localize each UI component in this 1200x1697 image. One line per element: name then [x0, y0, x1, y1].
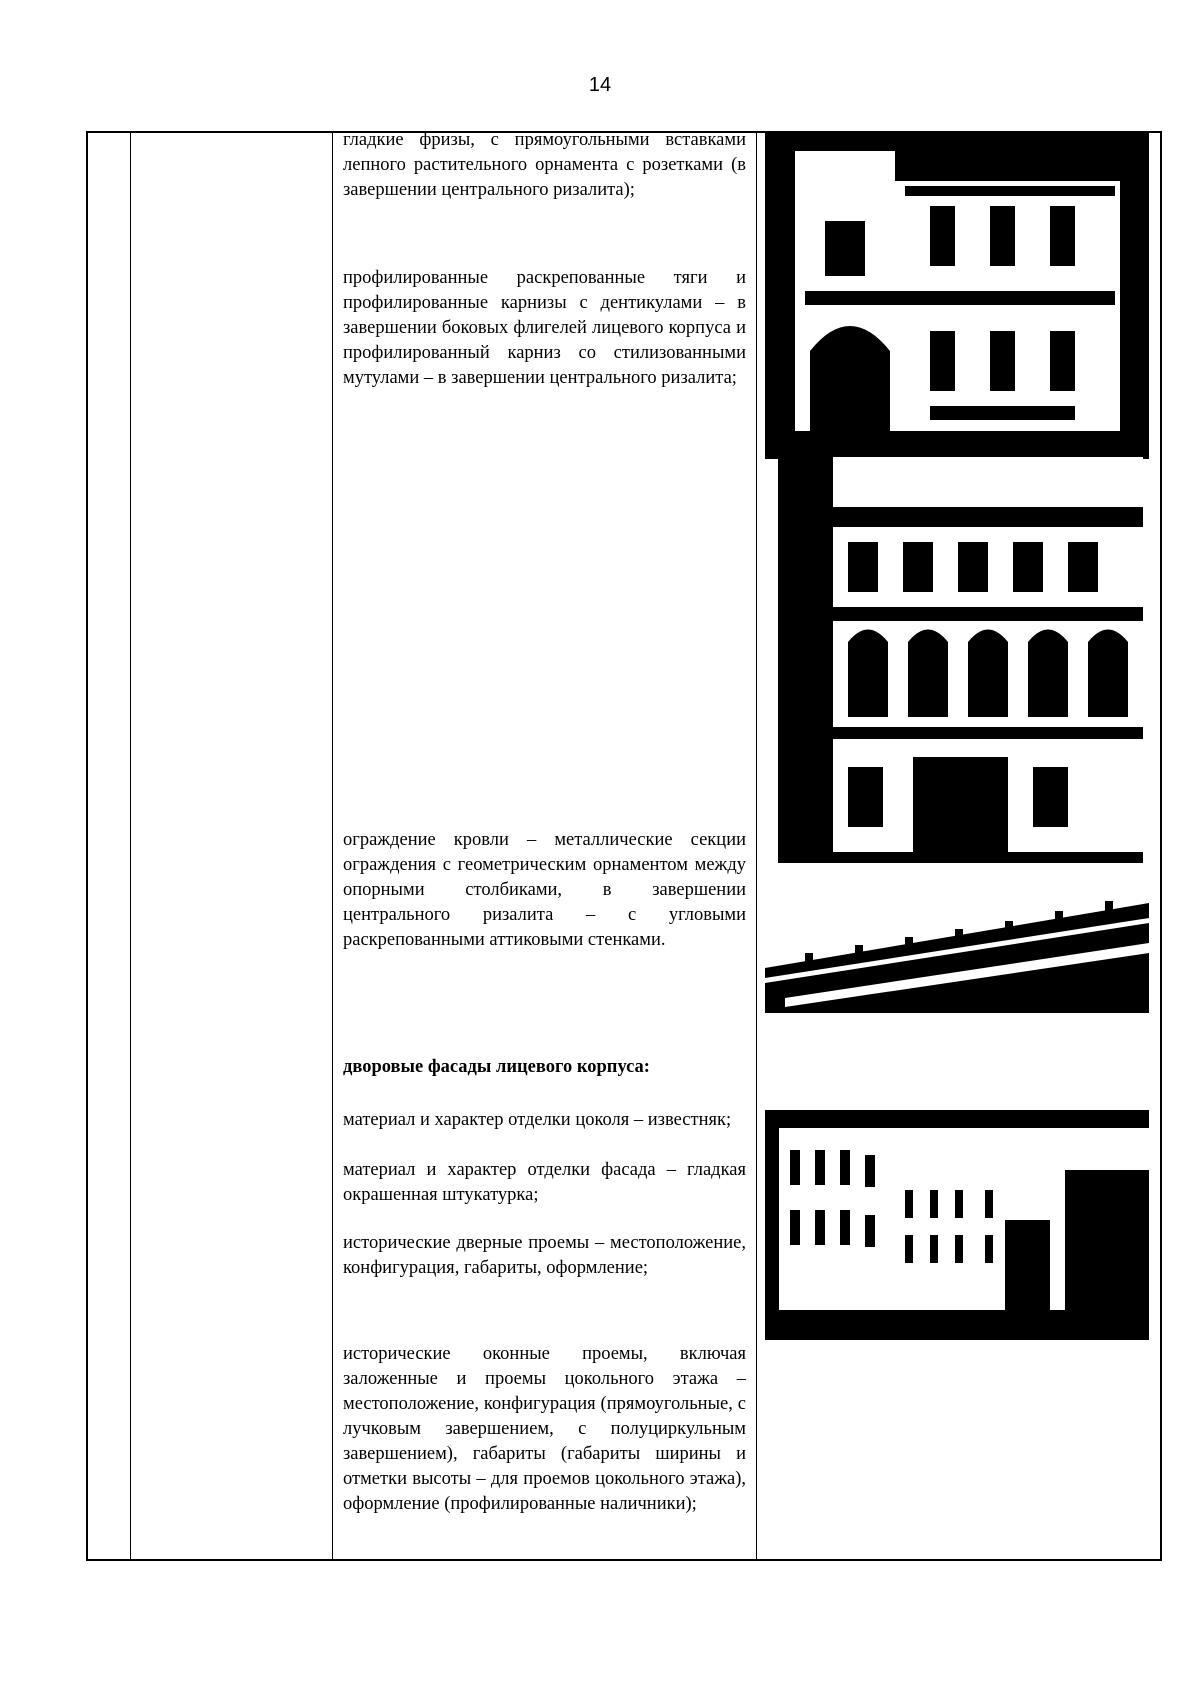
facade-finish-paragraph: материал и характер отделки фасада – гладкая окрашенная штукатурка; — [343, 1160, 746, 1205]
roof-railing-paragraph: ограждение кровли – металлические секции ограждения с геометрическим орнаментом между опорными столбиками, в завершении центрального ризалита – с угловыми раскрепованными аттиковыми стенками. — [343, 830, 746, 950]
column-divider-3 — [756, 133, 757, 1559]
door-openings-paragraph: исторические дверные проемы – местоположение, конфигурация, габариты, оформление; — [343, 1233, 746, 1278]
column-divider-2 — [332, 133, 333, 1559]
cornices-paragraph: профилированные раскрепованные тяги и профилированные карнизы с дентикулами – в завершении боковых флигелей лицевого корпуса и профилированный карниз со стилизованными мутулами – в завершении центрального ризалита; — [343, 268, 746, 388]
heritage-table — [86, 131, 1162, 1561]
courtyard-photo — [765, 1110, 1149, 1340]
facade-photo-1 — [765, 131, 1149, 459]
page-number: 14 — [588, 74, 612, 96]
column-divider-1 — [130, 133, 131, 1559]
courtyard-facades-heading: дворовые фасады лицевого корпуса: — [343, 1057, 650, 1077]
facade-photo-2 — [778, 457, 1143, 863]
window-openings-paragraph: исторические оконные проемы, включая заложенные и проемы цокольного этажа – местоположение, конфигурация (прямоугольные, с лучковым завершением, с полуциркульным завершением), габариты (габариты ширины и отметки высоты – для проемов цокольного этажа), оформление (профилированные наличники); — [343, 1344, 746, 1514]
roof-railing-photo — [765, 883, 1149, 1013]
plinth-finish-paragraph: материал и характер отделки цоколя – известняк; — [343, 1110, 732, 1130]
friezes-paragraph: гладкие фризы, с прямоугольными вставками лепного растительного орнамента с розетками (в завершении центрального ризалита); — [343, 130, 746, 200]
